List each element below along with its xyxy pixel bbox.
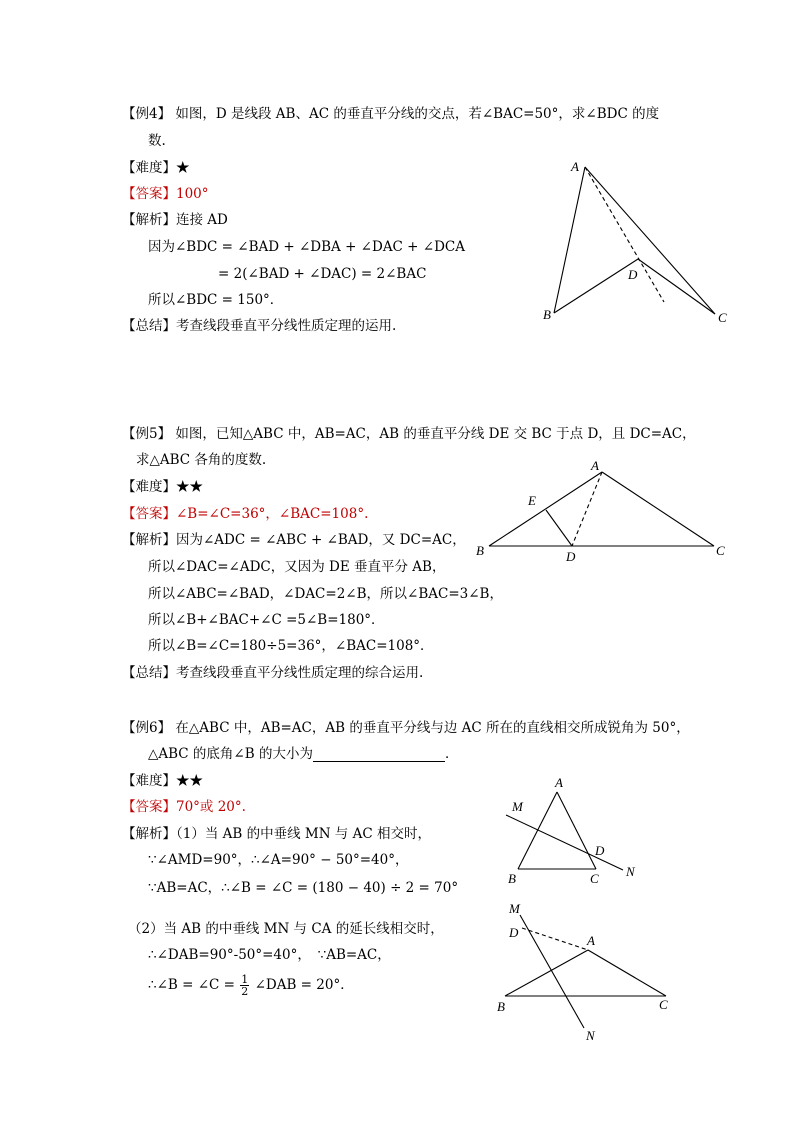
- ex6f2-label-m: M: [509, 901, 520, 916]
- ex6-step1: ∵∠AMD=90°，∴∠A=90° − 50°=40°，: [148, 852, 409, 868]
- ex5-label-c: C: [716, 543, 725, 558]
- ex5-stars: ★★: [176, 479, 203, 495]
- ex6f2-line-mn: [520, 915, 584, 1028]
- ex6f1-label-c: C: [590, 871, 599, 886]
- ex4-step2: = 2(∠BAD + ∠DAC) = 2∠BAC: [218, 266, 427, 282]
- ex5-label-a: A: [591, 458, 599, 473]
- ex6f2-label-a: A: [587, 933, 595, 948]
- ex4-analysis: 【解析】连接 AD: [122, 212, 228, 228]
- ex6-fraction-half: $\frac{1}{2}$: [241, 973, 249, 998]
- ex5-difficulty: 【难度】★★: [122, 479, 203, 495]
- ex6f2-label-b: B: [497, 999, 505, 1014]
- ex6-step3: （2）当 AB 的中垂线 MN 与 CA 的延长线相交时，: [128, 921, 444, 937]
- ex5-step1: 所以∠DAC=∠ADC，又因为 DE 垂直平分 AB，: [148, 559, 446, 575]
- ex6-tag: 【例6】: [122, 720, 172, 736]
- ex4-step1: 因为∠BDC = ∠BAD + ∠DBA + ∠DAC + ∠DCA: [148, 239, 465, 255]
- ex6f2-label-n: N: [586, 1028, 595, 1043]
- ex4-tag: 【例4】: [122, 106, 172, 122]
- ex4-step3: 所以∠BDC = 150°．: [148, 292, 284, 308]
- ex6f2-segment-ab: [505, 950, 588, 996]
- ex4-label-c: C: [718, 310, 727, 325]
- ex6f2-segment-ac: [588, 950, 666, 996]
- ex6f1-label-a: A: [555, 775, 563, 790]
- ex6f1-label-b: B: [508, 871, 516, 886]
- ex6f1-label-d: D: [595, 843, 605, 858]
- ex6-step4: ∴∠DAB=90°-50°=40°， ∵AB=AC，: [148, 947, 391, 963]
- ex4-difficulty: 【难度】★: [122, 160, 190, 176]
- ex6f2-label-c: C: [659, 997, 668, 1012]
- ex4-summary: 【总结】考查线段垂直平分线性质定理的运用.: [122, 318, 397, 334]
- ex6-difficulty: 【难度】★★: [122, 773, 203, 789]
- ex6-question-line2: △ABC 的底角∠B 的大小为 ．: [148, 746, 459, 762]
- ex5-tag: 【例5】: [122, 426, 172, 442]
- ex6-step2: ∵AB=AC，∴∠B = ∠C = (180 − 40) ÷ 2 = 70°: [148, 880, 459, 896]
- ex5-answer-value: ∠B=∠C=36°，∠BAC=108°.: [176, 506, 369, 522]
- ex6-stars: ★★: [176, 773, 203, 789]
- ex4-label-a: A: [571, 159, 579, 174]
- ex6-question-text: 在△ABC 中，AB=AC，AB 的垂直平分线与边 AC 所在的直线相交所成锐角为 50°，: [175, 720, 690, 736]
- ex6f2-label-d: D: [509, 925, 519, 940]
- ex6-analysis: 【解析】（1）当 AB 的中垂线 MN 与 AC 相交时，: [122, 826, 431, 842]
- ex4-answer: 【答案】100°: [122, 186, 209, 202]
- ex6-answer: 【答案】70°或 20°.: [122, 799, 246, 815]
- ex4-answer-value: 100°: [176, 186, 209, 202]
- ex5-answer: 【答案】∠B=∠C=36°，∠BAC=108°.: [122, 506, 369, 522]
- ex5-summary: 【总结】考查线段垂直平分线性质定理的综合运用.: [122, 665, 424, 681]
- ex5-label-d: D: [566, 549, 576, 564]
- ex5-label-b: B: [476, 543, 484, 558]
- ex6-step5: ∴∠B = ∠C = $\frac{1}{2}$ ∠DAB = 20°．: [148, 973, 354, 998]
- ex6f1-label-n: N: [626, 864, 635, 879]
- ex4-label-b: B: [543, 307, 551, 322]
- ex4-stars: ★: [176, 160, 190, 176]
- ex6f1-label-m: M: [512, 799, 523, 814]
- ex5-step4: 所以∠B=∠C=180÷5=36°，∠BAC=108°．: [148, 638, 434, 654]
- ex5-question-text: 如图，已知△ABC 中，AB=AC，AB 的垂直平分线 DE 交 BC 于点 D，且 DC=AC，: [175, 426, 696, 442]
- ex4-label-d: D: [628, 267, 638, 282]
- ex5-label-e: E: [528, 493, 536, 508]
- ex6-answer-value: 70°或 20°.: [176, 799, 246, 815]
- ex5-step3: 所以∠B+∠BAC+∠C =5∠B=180°．: [148, 612, 385, 628]
- ex5-question-line2: 求△ABC 各角的度数.: [136, 452, 267, 468]
- ex4-question-line2: 数.: [148, 133, 166, 149]
- ex4-question-text: 如图，D 是线段 AB、AC 的垂直平分线的交点，若∠BAC=50°，求∠BDC 的度: [175, 106, 660, 122]
- ex5-analysis: 【解析】因为∠ADC = ∠ABC + ∠BAD，又 DC=AC，: [122, 532, 466, 548]
- ex6f2-segment-da-dashed: [522, 928, 588, 950]
- ex5-step2: 所以∠ABC=∠BAD，∠DAC=2∠B，所以∠BAC=3∠B，: [148, 586, 503, 602]
